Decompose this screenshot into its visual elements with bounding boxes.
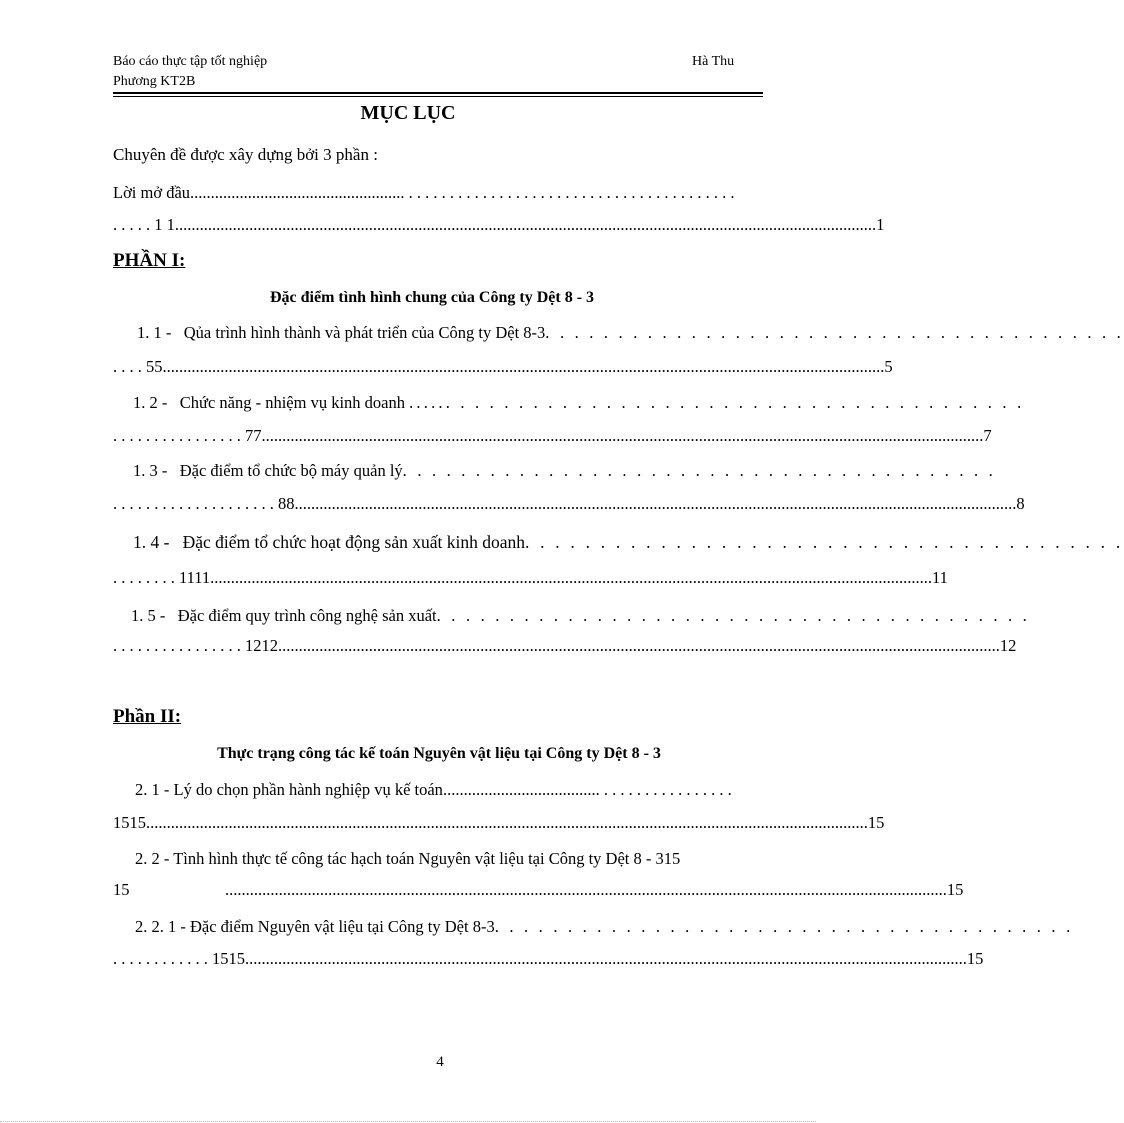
toc-entry-1-3[interactable]: 1. 3 - Đặc điểm tổ chức bộ máy quản lý . . . . . . . . . . . . . . . . . . . . . . . . . . . . . . . . . . . . . . . . . [133, 461, 996, 480]
toc-entry-cont: . . . . . . . . . . . . . . . . . . . . 88 [113, 494, 295, 513]
toc-entry-cont: . . . . 55 [113, 357, 163, 376]
toc-entry-text: 1. 5 - Đặc điểm quy trình công nghệ sản xuất [131, 606, 437, 625]
toc-entry-cont: . . . . . 1 1 [113, 215, 175, 234]
part-1-heading: PHẦN I: [113, 250, 186, 271]
toc-entry-1-2[interactable]: 1. 2 - Chức năng - nhiệm vụ kinh doanh ...... . . . . . . . . . . . . . . . . . . . . . . . . . . . . . . . . . . . . . . . [133, 393, 1025, 412]
toc-entry-1-4-cont[interactable]: . . . . . . . . 1111 ............................................................................................................................................................................... 11 [113, 568, 948, 587]
toc-page-number: 8 [1016, 494, 1025, 513]
toc-entry-text: 2. 2. 1 - Đặc điểm Nguyên vật liệu tại Công ty Dệt 8-3 [135, 917, 495, 936]
toc-page-number: 1 [876, 215, 885, 234]
toc-entry-1-5-cont[interactable]: . . . . . . . . . . . . . . . . 1212 ............................................................................................................................................................................... 12 [113, 636, 1017, 655]
toc-entry-cont: . . . . . . . . . . . . . . . . 77 [113, 426, 262, 445]
toc-entry-cont: 1515 [113, 813, 146, 832]
toc-entry-2-2-1-cont[interactable]: . . . . . . . . . . . . 1515 ............................................................................................................................................................................... 15 [113, 949, 984, 968]
toc-entry-1-1[interactable]: 1. 1 - Qủa trình hình thành và phát triển của Công ty Dệt 8-3 . . . . . . . . . . . . . . . . . . . . . . . . . . . . . . . . . . . . . . . . [137, 323, 1124, 342]
toc-entry-cont: . . . . . . . . . . . . 1515 [113, 949, 245, 968]
toc-page-number: 15 [867, 813, 885, 832]
header-rule-thick [113, 92, 763, 94]
toc-entry-2-2-1[interactable]: 2. 2. 1 - Đặc điểm Nguyên vật liệu tại Công ty Dệt 8-3 . . . . . . . . . . . . . . . . . . . . . . . . . . . . . . . . . . . . . . . . [135, 917, 1074, 936]
toc-entry-text: 2. 2 - Tình hình thực tế công tác hạch toán Nguyên vật liệu tại Công ty Dệt 8 - 315 [135, 849, 681, 868]
toc-entry-1-4[interactable]: 1. 4 - Đặc điểm tổ chức hoạt động sản xuất kinh doanh . . . . . . . . . . . . . . . . . . . . . . . . . . . . . . . . . . . . . . . . [133, 532, 1124, 552]
toc-entry-2-1-cont[interactable]: 1515 ............................................................................................................................................................................... 15 [113, 813, 885, 832]
header-rule-thin [113, 96, 763, 97]
toc-entry-loi-mo-dau[interactable]: Lời mở đầu .................................................... . . . . . . . . . . . . . . . . . . . . . . . . . . . . . . . . . . . . . . . . [113, 183, 735, 202]
toc-entry-1-5[interactable]: 1. 5 - Đặc điểm quy trình công nghệ sản xuất . . . . . . . . . . . . . . . . . . . . . . . . . . . . . . . . . . . . . . . . . [131, 606, 1030, 625]
toc-entry-text: 1. 3 - Đặc điểm tổ chức bộ máy quản lý [133, 461, 403, 480]
toc-entry-text: Lời mở đầu [113, 183, 191, 202]
toc-entry-2-2-cont[interactable]: 15 ............................................................................................................................................................................... 15 [113, 880, 964, 899]
intro-text: Chuyên đề được xây dựng bởi 3 phần : [113, 145, 378, 164]
toc-page-number: 12 [999, 636, 1017, 655]
toc-entry-text: 1. 4 - Đặc điểm tổ chức hoạt động sản xuất kinh doanh [133, 532, 525, 552]
header-report-title: Báo cáo thực tập tốt nghiệp [113, 54, 268, 69]
toc-page-number: 5 [884, 357, 893, 376]
part-2-subtitle: Thực trạng công tác kế toán Nguyên vật liệu tại Công ty Dệt 8 - 3 [217, 745, 661, 762]
toc-entry-cont: . . . . . . . . . . . . . . . . 1212 [113, 636, 278, 655]
toc-entry-cont: 15 [113, 880, 130, 899]
toc-entry-text: 1. 2 - Chức năng - nhiệm vụ kinh doanh [133, 393, 410, 412]
toc-entry-cont: . . . . . . . . 1111 [113, 568, 211, 587]
toc-entry-1-1-cont[interactable]: . . . . 55 ............................................................................................................................................................................... 5 [113, 357, 893, 376]
toc-page-number: 15 [966, 949, 984, 968]
toc-page-number: 15 [946, 880, 964, 899]
toc-entry-2-2[interactable] [113, 848, 763, 870]
page-number: 4 [436, 1054, 444, 1070]
toc-page-number: 11 [932, 568, 948, 587]
toc-entry-1-3-cont[interactable]: . . . . . . . . . . . . . . . . . . . . 88 ............................................................................................................................................................................... 8 [113, 494, 1025, 513]
toc-entry-text: 2. 1 - Lý do chọn phần hành nghiệp vụ kế toán [135, 780, 443, 799]
header-author: Hà Thu [692, 54, 735, 69]
toc-entry-loi-mo-dau-cont[interactable]: . . . . . 1 1 .......................................................................................................................................................................... 1 [113, 215, 885, 234]
toc-entry-1-2-cont[interactable]: . . . . . . . . . . . . . . . . 77 ............................................................................................................................................................................... 7 [113, 426, 992, 445]
header-class: Phương KT2B [113, 74, 196, 89]
toc-entry-2-1[interactable]: 2. 1 - Lý do chọn phần hành nghiệp vụ kế toán ...................................... . . . . . . . . . . . . . . . . [135, 780, 732, 799]
part-1-subtitle: Đặc điểm tình hình chung của Công ty Dệt 8 - 3 [269, 289, 595, 306]
toc-page-number: 7 [983, 426, 992, 445]
toc-entry-text: 1. 1 - Qủa trình hình thành và phát triển của Công ty Dệt 8-3 [137, 323, 546, 342]
part-2-heading: Phần II: [113, 706, 182, 727]
page-title: MỤC LỤC [360, 102, 456, 124]
page-bottom-border [0, 1121, 816, 1122]
